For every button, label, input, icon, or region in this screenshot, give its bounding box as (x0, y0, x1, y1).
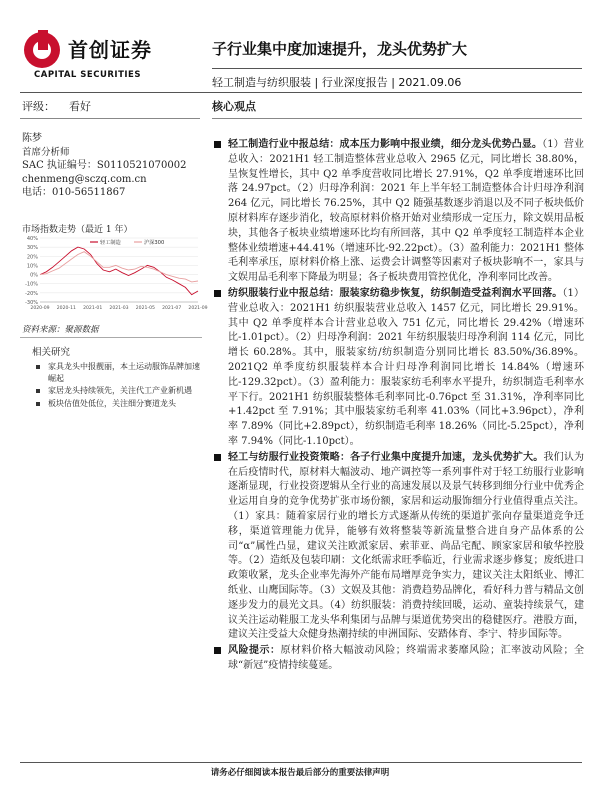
square-bullet-icon (214, 454, 221, 461)
analyst-role: 首席分析师 (22, 146, 70, 158)
square-bullet-icon (214, 290, 221, 297)
paragraph-strategy (212, 451, 584, 643)
paragraph-lead: 轻工与纺服行业投资策略：各子行业集中度提升加速，龙头优势扩大。 (228, 451, 544, 463)
analyst-name: 陈梦 (22, 133, 42, 144)
footer-disclaimer: 请务必仔细阅读本报告最后部分的重要法律声明 (210, 768, 390, 778)
paragraph-lead: 风险提示： (228, 645, 281, 657)
x-tick-label: 2021-03 (109, 306, 129, 311)
square-bullet-icon (214, 647, 221, 654)
related-research (22, 344, 202, 410)
square-bullet-icon (214, 141, 221, 148)
report-title: 子行业集中度加速提升，龙头优势扩大 (212, 40, 468, 58)
report-subtitle: 轻工制造与纺织服装 | 行业深度报告 | 2021.09.06 (212, 76, 462, 89)
section-heading: 核心观点 (212, 100, 256, 113)
paragraph-body: 我们认为在后疫情时代，原材料大幅波动、地产调控等一系列事件对于轻工纺服行业影响逐渐显现，行业投资逻辑从全行业的高速发展以及景气转移到细分行业中优秀企业运用自身的竞争优势扩张市场份额，家居和运动服饰细分行业值得重点关注。（1）家具：随着家居行业的增长方式逐渐从传统的渠道扩张向存量渠道竞争迁移，渠道管理能力优异，能够有效将整装等新流量整合进自身产品体系的公司“α”属性凸显，建议关注欧派家居、索菲亚、尚品宅配、顾家家居和敏华控股等。（2）造纸及包装印刷：文化纸需求旺季临近，行业需求逐步修复；废纸进口政策收紧，龙头企业率先海外产能布局增厚竞争实力，建议关注太阳纸业、博汇纸业、山鹰国际等。（3）文娱及其他：消费趋势品牌化，看好科力普与精品文创逐步发力的晨光文具。（4）纺织服装：消费持续回暖，运动、童装持续景气，建议关注运动鞋服工龙头华利集团与品牌与渠道优势突出的稳健医疗。港股方面，建议关注受益大众健身热潮持续的申洲国际、安踏体育、李宁、特步国际等。 (228, 451, 585, 641)
brand-name-en: CAPITAL SECURITIES (34, 70, 141, 80)
analyst-sac: SAC 执证编号：S0110521070002 (22, 160, 187, 171)
header-divider (20, 92, 582, 93)
paragraph-textile (212, 287, 584, 450)
rating (22, 98, 91, 114)
analyst-email: chenmeng@sczq.com.cn (22, 173, 147, 185)
core-views (212, 138, 584, 675)
rating-value: 看好 (69, 100, 91, 113)
legend-label: 轻工制造 (100, 240, 121, 246)
y-tick-label: 40% (26, 236, 38, 242)
related-divider (20, 337, 202, 338)
paragraph-risk (212, 644, 584, 674)
y-tick-label: -30% (25, 300, 38, 306)
brand-name-cn: 首创证券 (68, 38, 152, 62)
related-item[interactable]: 家具龙头中报靓丽，本土运动服饰品牌加速崛起 (22, 361, 202, 384)
legend-label: 沪深300 (144, 240, 165, 246)
left-divider (20, 118, 200, 119)
chart-title: 市场指数走势（最近 1 年） (22, 225, 133, 235)
y-tick-label: 10% (26, 263, 38, 270)
related-title: 相关研究 (32, 347, 71, 358)
title-divider (212, 68, 582, 69)
paragraph-body: 原材料价格大幅波动风险；终端需求萎靡风险；汇率波动风险；全球“新冠”疫情持续蔓延。 (228, 645, 585, 671)
x-tick-label: 2021-05 (135, 306, 155, 311)
analyst-phone: 电话：010-56511867 (22, 187, 126, 198)
y-tick-label: 30% (26, 245, 38, 252)
rating-label: 评级： (22, 100, 55, 113)
y-tick-label: -10% (25, 281, 38, 288)
paragraph-lead: 纺织服装行业中报总结：服装家纺稳步恢复，纺织制造受益利润水平回落。 (228, 287, 563, 299)
footer-divider (20, 762, 582, 763)
y-tick-label: 20% (26, 254, 38, 261)
brand-logo (24, 32, 204, 82)
market-index-chart (18, 234, 208, 316)
x-tick-label: 2021-07 (162, 306, 182, 311)
related-item[interactable]: 板块估值处低位，关注细分赛道龙头 (22, 398, 202, 410)
analyst-info (22, 132, 186, 200)
series-line-0 (40, 247, 198, 295)
x-tick-label: 2020-09 (30, 306, 50, 311)
logo-mark-icon (24, 32, 60, 68)
paragraph-body: （1）营业总收入：2021H1 轻工制造整体营业总收入 2965 亿元，同比增长 38.80%，呈恢复性增长，其中 Q2 单季度营收同比增长 27.91%，Q2 单季度增速环比回落 24.97pct。（2）归母净利润：2021 年上半年轻工制造整体合计归母净利润 264 亿元，同比增长 76.25%，其中 Q2 随强基数逐步消退以及不同子板块低价原材料库存逐步消化，较高原材料价格开始对业绩形成一定压力，除文娱用品板块，其他各子板块业绩增速环比均有所回落，其中 Q2 单季度轻工制造样本企业整体业绩增速+44.41%（增速环比-92.22pct）。（3）盈利能力：2021H1 整体毛利率承压，原材料价格上涨、运费会计调整等因素对子板块影响不一，家具与文娱用品毛利率下降最为明显；各子板块费用管控优化，净利率同比改善。 (228, 139, 585, 284)
y-tick-label: 0% (30, 272, 38, 279)
y-tick-label: -20% (25, 290, 38, 297)
paragraph-body: （1）营业总收入：2021H1 纺织服装营业总收入 1457 亿元，同比增长 29.91%。其中 Q2 单季度样本合计营业总收入 751 亿元，同比增长 29.42%（增速环比-1.01pct）。（2）归母净利润：2021 年纺织服装归母净利润 114 亿元，同比增长 60.28%。其中，服装家纺/纺织制造分别同比增长 83.50%/36.89%。2021Q2 单季度纺织服装样本合计归母净利润同比增长 14.84%（增速环比-129.32pct）。（3）盈利能力：服装家纺毛利率水平提升，纺织制造毛利率水平下行。2021H1 纺织服装整体毛利率同比-0.76pct 至 31.31%，净利率同比+1.42pct 至 7.91%；其中服装家纺毛利率 41.03%（同比+3.96pct），净利率 7.89%（同比+2.89pct），纺织制造毛利率 18.26%（同比-5.25pct），净利率 7.94%（同比-1.10pct）。 (228, 287, 585, 447)
paragraph-light-industry (212, 138, 584, 286)
x-tick-label: 2021-01 (83, 306, 103, 311)
x-tick-label: 2020-11 (56, 306, 76, 311)
chart-source: 资料来源：聚源数据 (22, 325, 99, 335)
right-divider (212, 118, 582, 119)
related-item[interactable]: 家居龙头持续领先，关注代工产业新机遇 (22, 385, 202, 397)
x-tick-label: 2021-09 (188, 306, 208, 311)
paragraph-lead: 轻工制造行业中报总结：成本压力影响中报业绩，细分龙头优势凸显。 (228, 139, 543, 150)
